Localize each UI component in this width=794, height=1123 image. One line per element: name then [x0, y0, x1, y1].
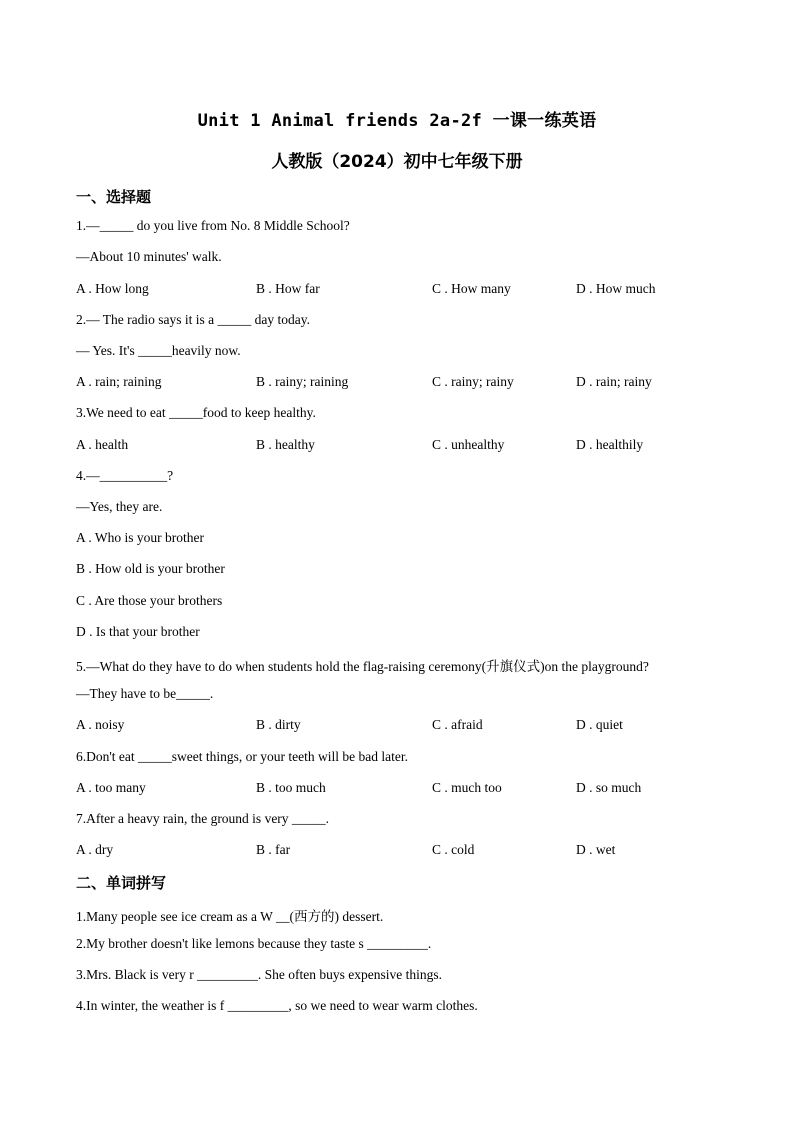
question-1-options — [76, 281, 716, 301]
question-2-reply: — Yes. It's _____heavily now. — [76, 343, 241, 358]
option-b[interactable]: B . too much — [256, 780, 326, 795]
option-b[interactable]: B . far — [256, 842, 291, 857]
option-b[interactable]: B . rainy; raining — [256, 374, 349, 389]
question-1-reply: —About 10 minutes' walk. — [76, 249, 222, 264]
option-a[interactable]: A . too many — [76, 780, 146, 795]
option-a[interactable]: A . How long — [76, 281, 149, 296]
question-2-stem: 2.— The radio says it is a _____ day today. — [76, 312, 310, 327]
question-4-option-d[interactable]: D . Is that your brother — [76, 624, 200, 639]
question-1-stem: 1.—_____ do you live from No. 8 Middle School? — [76, 218, 350, 233]
question-4-reply: —Yes, they are. — [76, 499, 163, 514]
question-4-option-b[interactable]: B . How old is your brother — [76, 561, 225, 576]
worksheet-subtitle: 人教版（2024）初中七年级下册 — [271, 152, 523, 172]
option-d[interactable]: D . quiet — [576, 717, 623, 732]
option-d[interactable]: D . so much — [576, 780, 642, 795]
option-b[interactable]: B . dirty — [256, 717, 301, 732]
question-5-reply: —They have to be_____. — [76, 686, 214, 701]
question-4-option-a[interactable]: A . Who is your brother — [76, 530, 204, 545]
question-3-options — [76, 437, 716, 457]
option-b[interactable]: B . healthy — [256, 437, 315, 452]
option-c[interactable]: C . rainy; rainy — [432, 374, 514, 389]
question-7-options — [76, 842, 716, 862]
option-c[interactable]: C . unhealthy — [432, 437, 505, 452]
option-c[interactable]: C . much too — [432, 780, 502, 795]
question-7-stem: 7.After a heavy rain, the ground is very _____. — [76, 811, 330, 826]
option-d[interactable]: D . healthily — [576, 437, 644, 452]
worksheet-title: Unit 1 Animal friends 2a-2f 一课一练英语 — [197, 111, 597, 131]
question-6-stem: 6.Don't eat _____sweet things, or your teeth will be bad later. — [76, 749, 408, 764]
option-a[interactable]: A . health — [76, 437, 129, 452]
spelling-item-4: 4.In winter, the weather is f _________, so we need to wear warm clothes. — [76, 998, 478, 1013]
question-3-stem: 3.We need to eat _____food to keep healthy. — [76, 405, 316, 420]
option-a[interactable]: A . rain; raining — [76, 374, 162, 389]
question-5-options — [76, 717, 716, 737]
question-4-stem: 4.—__________? — [76, 468, 174, 483]
question-5-stem: 5.—What do they have to do when students hold the flag-raising ceremony(升旗仪式)on the playground? — [76, 659, 649, 674]
option-d[interactable]: D . wet — [576, 842, 616, 857]
spelling-item-2: 2.My brother doesn't like lemons because they taste s _________. — [76, 936, 432, 951]
option-b[interactable]: B . How far — [256, 281, 320, 296]
spelling-item-1: 1.Many people see ice cream as a W __(西方的) dessert. — [76, 909, 384, 924]
option-d[interactable]: D . How much — [576, 281, 656, 296]
option-a[interactable]: A . dry — [76, 842, 114, 857]
option-c[interactable]: C . afraid — [432, 717, 483, 732]
question-4-option-c[interactable]: C . Are those your brothers — [76, 593, 223, 608]
option-d[interactable]: D . rain; rainy — [576, 374, 652, 389]
question-6-options — [76, 780, 716, 800]
option-c[interactable]: C . How many — [432, 281, 511, 296]
option-c[interactable]: C . cold — [432, 842, 475, 857]
section-heading-multiple-choice: 一、选择题 — [76, 188, 152, 206]
question-2-options — [76, 374, 716, 394]
spelling-item-3: 3.Mrs. Black is very r _________. She often buys expensive things. — [76, 967, 442, 982]
section-heading-spelling: 二、单词拼写 — [76, 874, 167, 892]
option-a[interactable]: A . noisy — [76, 717, 125, 732]
